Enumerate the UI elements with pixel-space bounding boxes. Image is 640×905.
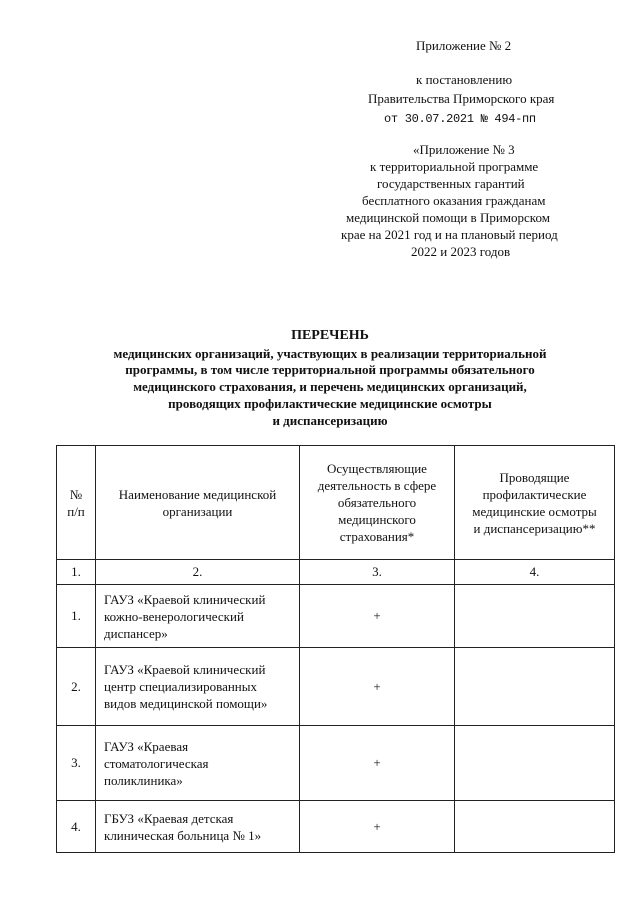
- table-row: [57, 726, 615, 801]
- sub-appendix-line: медицинской помощи в Приморском: [346, 210, 550, 225]
- sub-appendix-line: «Приложение № 3: [413, 142, 515, 157]
- sub-appendix-line: государственных гарантий: [377, 176, 525, 191]
- oms-mark: +: [300, 648, 455, 726]
- header-prof: Проводящие профилактические медицинские осмотры и диспансеризацию**: [455, 446, 615, 560]
- oms-mark: +: [300, 585, 455, 648]
- organization-name: ГАУЗ «Краевой клинический кожно-венерологический диспансер»: [96, 585, 300, 648]
- prof-mark: [455, 801, 615, 853]
- title-heading: ПЕРЕЧЕНЬ: [291, 328, 369, 343]
- document-title: [40, 328, 620, 429]
- prof-mark: [455, 585, 615, 648]
- appendix-decree-line2: Правительства Приморского края: [368, 91, 555, 106]
- index-cell: 1.: [57, 560, 96, 585]
- title-line: проводящих профилактические медицинские осмотры: [168, 395, 492, 411]
- sub-appendix-line: 2022 и 2023 годов: [411, 244, 511, 259]
- organization-name: ГАУЗ «Краевой клинический центр специализированных видов медицинской помощи»: [96, 648, 300, 726]
- sub-appendix-line: крае на 2021 год и на плановый период: [341, 227, 558, 242]
- oms-mark: +: [300, 726, 455, 801]
- header-num: № п/п: [57, 446, 96, 560]
- title-line: и диспансеризацию: [272, 412, 388, 428]
- sub-appendix-line: к территориальной программе: [370, 159, 539, 174]
- organizations-table: [56, 445, 615, 853]
- appendix-number: Приложение № 2: [416, 38, 512, 53]
- table-row: [57, 648, 615, 726]
- table-header-row: [57, 446, 615, 560]
- index-cell: 2.: [96, 560, 300, 585]
- row-number: 3.: [57, 726, 96, 801]
- appendix-decree-line1: к постановлению: [416, 72, 513, 87]
- title-line: медицинских организаций, участвующих в реализации территориальной: [113, 345, 547, 361]
- sub-appendix-line: бесплатного оказания гражданам: [362, 193, 546, 208]
- index-cell: 3.: [300, 560, 455, 585]
- row-number: 4.: [57, 801, 96, 853]
- header-oms: Осуществляющие деятельность в сфере обязательного медицинского страхования*: [300, 446, 455, 560]
- index-cell: 4.: [455, 560, 615, 585]
- organization-name: ГБУЗ «Краевая детская клиническая больница № 1»: [96, 801, 300, 853]
- table-row: [57, 585, 615, 648]
- row-number: 2.: [57, 648, 96, 726]
- title-line: программы, в том числе территориальной программы обязательного: [125, 362, 535, 378]
- title-line: медицинского страхования, и перечень медицинских организаций,: [133, 379, 527, 395]
- prof-mark: [455, 648, 615, 726]
- decree-date-stamp: от 30.07.2021 № 494-пп: [384, 112, 536, 126]
- oms-mark: +: [300, 801, 455, 853]
- header-name: Наименование медицинской организации: [96, 446, 300, 560]
- organization-name: ГАУЗ «Краевая стоматологическая поликлиника»: [96, 726, 300, 801]
- row-number: 1.: [57, 585, 96, 648]
- prof-mark: [455, 726, 615, 801]
- column-index-row: [57, 560, 615, 585]
- table-row: [57, 801, 615, 853]
